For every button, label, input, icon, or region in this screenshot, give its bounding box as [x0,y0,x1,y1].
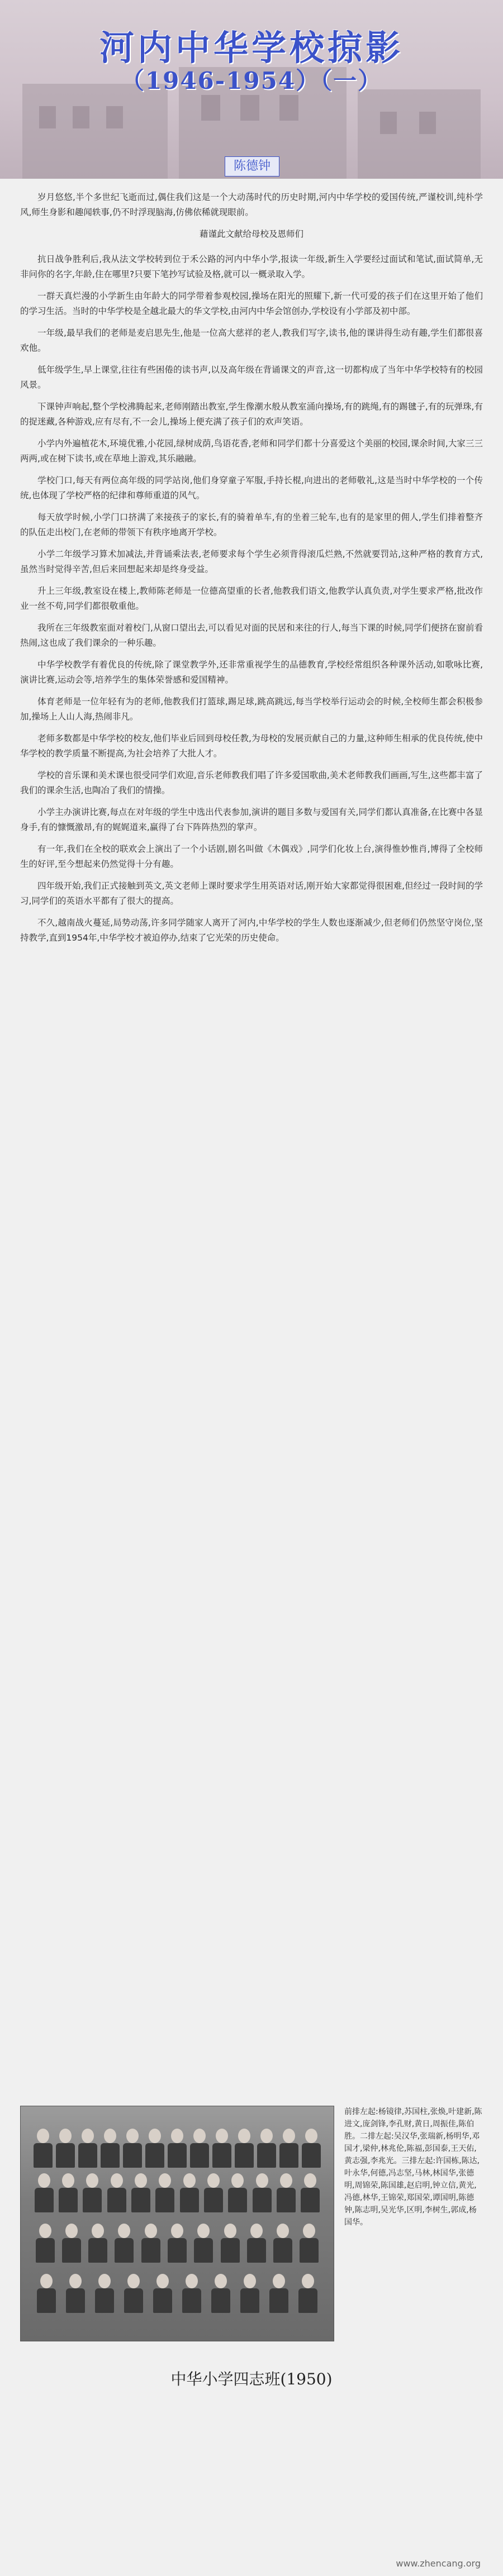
building-window [201,95,220,121]
person-head [156,2274,169,2288]
class-photo-block [20,2106,483,2340]
background-building [22,84,168,179]
building-window [106,106,123,128]
person-head [127,2274,140,2288]
person-body [34,2143,53,2168]
person-body [190,2143,209,2168]
person-head [37,2129,49,2143]
person-body [204,2188,223,2212]
person-head [104,2129,116,2143]
person-head [171,2129,183,2143]
person-head [59,2129,72,2143]
page-title: 河内中华学校掠影 [99,27,404,68]
article-paragraph: 体育老师是一位年轻有为的老师,他教我们打篮球,踢足球,跳高跳远,每当学校举行运动会的时候,全校师生都会积极参加,操场上人山人海,热闹非凡。 [20,697,483,722]
article-paragraph: 低年级学生,早上课堂,往往有些困倦的读书声,以及高年级在背诵课文的声音,这一切都构成了当年中华学校特有的校园风景。 [20,365,483,390]
person-body [83,2188,102,2212]
article-paragraph: 一群天真烂漫的小学新生由年龄大的同学带着参观校园,操场在阳光的照耀下,新一代可爱的孩子们在这里开始了他们的学习生活。当时的中华学校是全越北最大的华文学校,由河内中华会馆创办,学校设有小学部及初中部。 [20,291,483,316]
person-head [207,2173,220,2188]
person-head [238,2129,250,2143]
person-body [123,2143,142,2168]
person-body [235,2143,254,2168]
person-body [300,2238,319,2263]
person-head [38,2173,50,2188]
dedication-line: 藉谨此文献给母校及恩师们 [199,229,303,239]
person-head [65,2224,78,2238]
article-paragraph: 不久,越南战火蔓延,局势动荡,许多同学随家人离开了河内,中华学校的学生人数也逐渐减少,但老师们仍然坚守岗位,坚持教学,直到1954年,中华学校才被迫停办,结束了它光荣的历史使命。 [20,918,483,943]
building-window [73,106,89,128]
person-body [56,2143,75,2168]
person-body [194,2238,213,2263]
person-body [277,2188,296,2212]
person-body [115,2238,134,2263]
person-body [78,2143,97,2168]
person-head [40,2274,53,2288]
person-body [221,2238,240,2263]
person-head [193,2129,206,2143]
person-body [36,2238,55,2263]
person-head [303,2224,315,2238]
person-body [62,2238,81,2263]
person-body [107,2188,126,2212]
person-head [98,2274,111,2288]
page-subtitle: （1946-1954）（一） [120,67,383,94]
article-paragraph: 每天放学时候,小学门口挤满了来接孩子的家长,有的骑着单车,有的坐着三轮车,也有的是家里的佣人,学生们排着整齐的队伍走出校门,在老师的带领下有秩序地离开学校。 [20,512,483,537]
article-paragraph: 学校门口,每天有两位高年级的同学站岗,他们身穿童子军服,手持长棍,向进出的老师敬礼,这是当时中华学校的一个传统,也体现了学校严格的纪律和尊师重道的风气。 [20,475,483,500]
person-body [37,2288,56,2313]
article-paragraph: 下课钟声响起,整个学校沸腾起来,老师刚踏出教室,学生像潮水般从教室涌向操场,有的跳绳,有的踢毽子,有的玩弹珠,有的捉迷藏,各种游戏,应有尽有,不一会儿,操场上便充满了孩子们的欢声笑语。 [20,402,483,427]
author-name: 陈德钟 [225,156,279,176]
person-body [279,2143,298,2168]
person-head [280,2173,292,2188]
article-paragraph: 小学内外遍植花木,环境优雅,小花园,绿树成荫,鸟语花香,老师和同学们都十分喜爱这个美丽的校园,课余时间,大家三三两两,或在树下读书,或在草地上游戏,其乐融融。 [20,438,483,464]
building-window [240,95,259,121]
person-head [92,2224,104,2238]
person-head [215,2274,227,2288]
person-body [211,2288,230,2313]
article-paragraph: 小学主办演讲比赛,每点在对年级的学生中选出代表参加,演讲的题目多数与爱国有关,同学们都认真准备,在比赛中各显身手,有的慷慨激昂,有的娓娓道来,赢得了台下阵阵热烈的掌声。 [20,807,483,832]
person-body [145,2143,164,2168]
person-body [101,2143,120,2168]
person-body [253,2188,272,2212]
building-window [380,112,397,134]
article-paragraph: 小学二年级学习算术加减法,并背诵乘法表,老师要求每个学生必须背得滚瓜烂熟,不然就要罚站,这种严格的教育方式,虽然当时觉得辛苦,但后来回想起来却是终身受益。 [20,549,483,574]
person-body [59,2188,78,2212]
person-head [304,2173,316,2188]
person-body [88,2238,107,2263]
person-body [301,2188,320,2212]
person-head [111,2173,123,2188]
article-paragraph: 四年级开始,我们正式接触到英文,英文老师上课时要求学生用英语对话,刚开始大家都觉得很困难,但经过一段时间的学习,同学们的英语水平都有了很大的提高。 [20,881,483,906]
person-head [135,2173,147,2188]
person-body [182,2288,201,2313]
person-head [69,2274,82,2288]
person-head [224,2224,236,2238]
photo-names-caption: 前排左起:杨镜律,苏国柱,张焕,叶建新,陈进文,庞剑锋,李孔财,黄日,周振佳,陈伯胜。二排左起:吴汉华,张瑞新,杨明华,邓国才,梁仲,林兆伦,陈福,彭国泰,王天佑,黄志强,李兆光。三排左起:许国栋,陈达,叶永华,何德,冯志坚,马林,林国华,张德明,周锦荣,陈国雄,赵启明,钟立信,黄光,冯德,林华,王锦荣,郑国荣,谭国明,陈德钟,陈志明,吴光华,区明,李树生,郭成,杨国华。 [344,2107,482,2227]
person-head [197,2224,210,2238]
person-head [145,2224,157,2238]
person-body [124,2288,143,2313]
person-head [283,2129,295,2143]
article-paragraph: 中华学校教学有着优良的传统,除了课堂教学外,还非常重视学生的品德教育,学校经常组织各种课外活动,如歌咏比赛,演讲比赛,运动会等,培养学生的集体荣誉感和爱国精神。 [20,660,483,685]
person-head [250,2224,263,2238]
person-head [273,2274,285,2288]
person-body [228,2188,247,2212]
person-body [257,2143,276,2168]
photo-caption: 中华小学四志班(1950) [170,2370,333,2388]
person-head [149,2129,161,2143]
article-paragraph: 有一年,我们在全校的联欢会上演出了一个小话剧,剧名叫做《木偶戏》,同学们化妆上台,演得惟妙惟肖,博得了全校师生的好评,至今想起来仍然觉得十分有趣。 [20,844,483,869]
background-building [358,89,481,179]
person-body [273,2238,292,2263]
person-body [212,2143,231,2168]
person-body [180,2188,199,2212]
person-body [168,2238,187,2263]
person-body [153,2288,172,2313]
person-head [171,2224,183,2238]
person-body [95,2288,114,2313]
person-body [155,2188,174,2212]
person-head [183,2173,196,2188]
person-head [216,2129,228,2143]
person-head [126,2129,139,2143]
person-head [256,2173,268,2188]
person-head [231,2173,244,2188]
article-body [20,190,483,952]
person-head [277,2224,289,2238]
person-body [240,2288,259,2313]
article-paragraph: 一年级,最早我们的老师是麦启思先生,他是一位高大慈祥的老人,教我们写字,读书,他的课讲得生动有趣,学生们都很喜欢他。 [20,328,483,353]
person-head [118,2224,130,2238]
person-head [260,2129,273,2143]
article-paragraph: 学校的音乐课和美术课也很受同学们欢迎,音乐老师教我们唱了许多爱国歌曲,美术老师教我们画画,写生,这些都丰富了我们的课余生活,也陶冶了我们的情操。 [20,770,483,795]
building-window [279,95,298,121]
person-head [62,2173,74,2188]
building-window [419,112,436,134]
header-banner [0,0,503,179]
person-body [131,2188,150,2212]
site-watermark: www.zhencang.org [396,2558,481,2569]
person-head [86,2173,98,2188]
article-paragraph: 抗日战争胜利后,我从法文学校转到位于禾公路的河内中华小学,报读一年级,新生入学要经过面试和笔试,面试简单,无非问你的名字,年龄,住在哪里?只要下笔抄写试验及格,就可以一概录取入学。 [20,254,483,279]
person-body [302,2143,321,2168]
person-head [244,2274,256,2288]
person-head [305,2129,317,2143]
person-head [82,2129,94,2143]
person-body [35,2188,54,2212]
person-body [269,2288,288,2313]
building-window [39,106,56,128]
person-head [159,2173,171,2188]
article-paragraph: 老师多数都是中华学校的校友,他们毕业后回到母校任教,为母校的发展贡献自己的力量,这种师生相承的优良传统,使中华学校的教学质量不断提高,为社会培养了大批人才。 [20,733,483,759]
person-head [39,2224,51,2238]
article-paragraph: 我所在三年级教室面对着校门,从窗口望出去,可以看见对面的民居和来往的行人,每当下课的时候,同学们便挤在窗前看热闹,这也成了我们课余的一种乐趣。 [20,623,483,648]
article-paragraph: 升上三年级,教室设在楼上,教师陈老师是一位德高望重的长者,他教我们语文,他教学认真负责,对学生要求严格,批改作业一丝不苟,同学们都很敬重他。 [20,586,483,611]
intro-paragraph: 岁月悠悠,半个多世纪飞逝而过,偶住我们这是一个大动荡时代的历史时期,河内中华学校的爱国传统,严谨校训,纯朴学风,师生身影和趣闻轶事,仍不时浮现脑海,仿佛依稀就现眼前。 [20,192,483,217]
person-body [298,2288,317,2313]
person-body [247,2238,266,2263]
person-body [66,2288,85,2313]
class-photo [20,2106,334,2341]
person-body [141,2238,160,2263]
person-head [302,2274,314,2288]
person-head [186,2274,198,2288]
person-body [168,2143,187,2168]
